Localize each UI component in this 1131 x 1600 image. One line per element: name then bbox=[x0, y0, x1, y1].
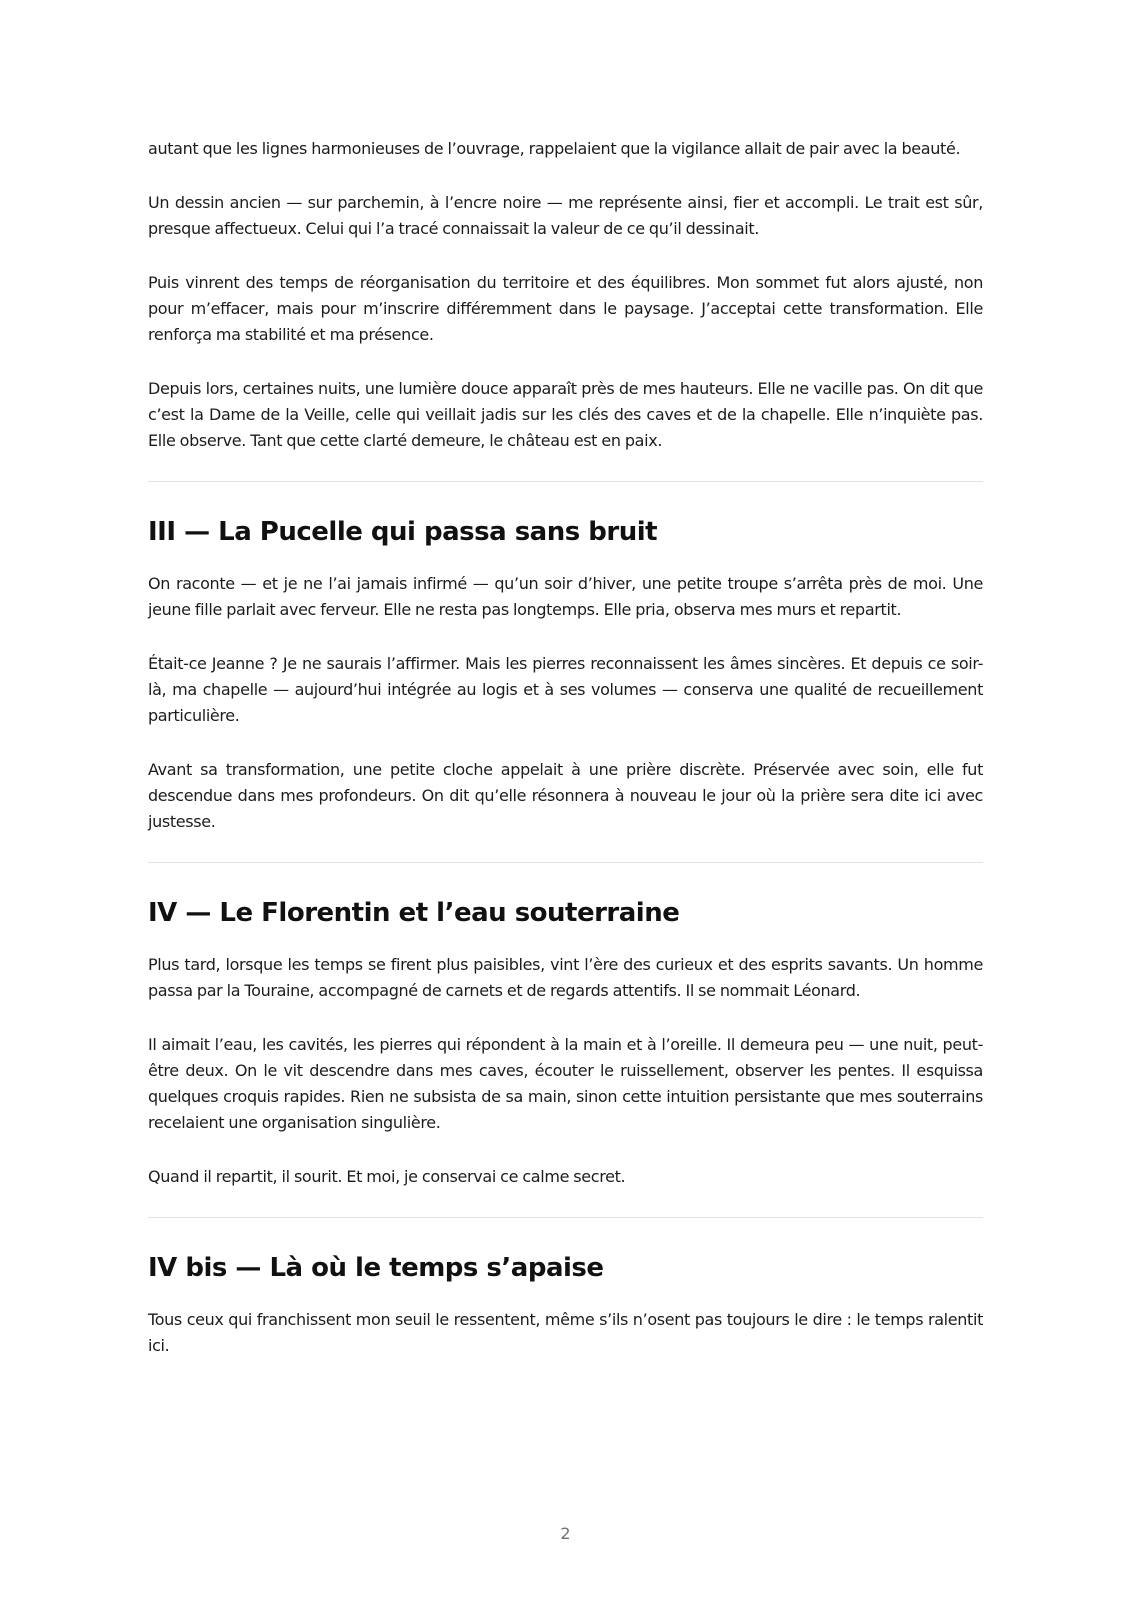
page-number: 2 bbox=[560, 1524, 571, 1543]
section-iv-bis bbox=[148, 1251, 983, 1359]
paragraph: On raconte — et je ne l’ai jamais infirmé — qu’un soir d’hiver, une petite troupe s’arrêta près de moi. Une jeune fille parlait avec ferveur. Elle ne resta pas longtemps. Elle pria, observa mes murs et repartit. bbox=[148, 574, 983, 619]
document-page bbox=[148, 136, 983, 1359]
section-iv bbox=[148, 896, 983, 1190]
section-iii bbox=[148, 515, 983, 835]
paragraph: Quand il repartit, il sourit. Et moi, je conservai ce calme secret. bbox=[148, 1167, 626, 1186]
paragraph: Depuis lors, certaines nuits, une lumière douce apparaît près de mes hauteurs. Elle ne vacille pas. On dit que c’est la Dame de la Veille, celle qui veillait jadis sur les clés des caves et de la chapelle. Elle n’inquiète pas. Elle observe. Tant que cette clarté demeure, le château est en paix. bbox=[148, 379, 983, 450]
paragraph: Puis vinrent des temps de réorganisation du territoire et des équilibres. Mon sommet fut alors ajusté, non pour m’effacer, mais pour m’inscrire différemment dans le paysage. J’acceptai cette transformation. Elle renforça ma stabilité et ma présence. bbox=[148, 273, 983, 344]
paragraph: autant que les lignes harmonieuses de l’ouvrage, rappelaient que la vigilance allait de pair avec la beauté. bbox=[148, 139, 961, 158]
paragraph: Tous ceux qui franchissent mon seuil le ressentent, même s’ils n’osent pas toujours le dire : le temps ralentit ici. bbox=[148, 1310, 983, 1355]
paragraph: Il aimait l’eau, les cavités, les pierres qui répondent à la main et à l’oreille. Il demeura peu — une nuit, peut-être deux. On le vit descendre dans mes caves, écouter le ruissellement, observer les pentes. Il esquissa quelques croquis rapides. Rien ne subsista de sa main, sinon cette intuition persistante que mes souterrains recelaient une organisation singulière. bbox=[148, 1035, 983, 1132]
section-title: III — La Pucelle qui passa sans bruit bbox=[148, 517, 658, 547]
section-title: IV — Le Florentin et l’eau souterraine bbox=[148, 898, 680, 928]
paragraph: Était-ce Jeanne ? Je ne saurais l’affirmer. Mais les pierres reconnaissent les âmes sincères. Et depuis ce soir-là, ma chapelle — aujourd’hui intégrée au logis et à ses volumes — conserva une qualité de recueillement particulière. bbox=[148, 654, 983, 725]
paragraph: Plus tard, lorsque les temps se firent plus paisibles, vint l’ère des curieux et des esprits savants. Un homme passa par la Touraine, accompagné de carnets et de regards attentifs. Il se nommait Léonard. bbox=[148, 955, 983, 1000]
paragraph: Un dessin ancien — sur parchemin, à l’encre noire — me représente ainsi, fier et accompli. Le trait est sûr, presque affectueux. Celui qui l’a tracé connaissait la valeur de ce qu’il dessinait. bbox=[148, 193, 983, 238]
paragraph: Avant sa transformation, une petite cloche appelait à une prière discrète. Préservée avec soin, elle fut descendue dans mes profondeurs. On dit qu’elle résonnera à nouveau le jour où la prière sera dite ici avec justesse. bbox=[148, 760, 983, 831]
section-title: IV bis — Là où le temps s’apaise bbox=[148, 1253, 604, 1283]
